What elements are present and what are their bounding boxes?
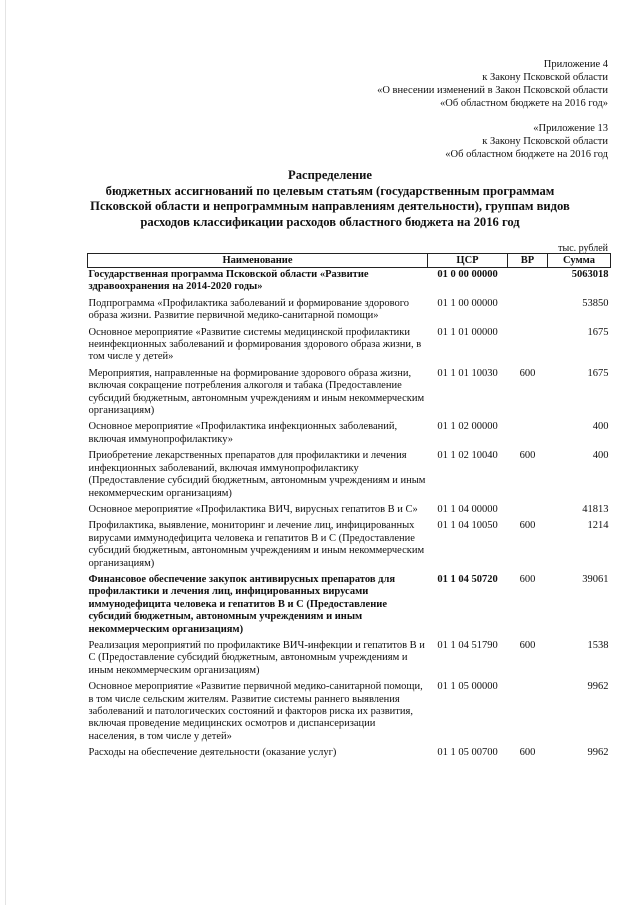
row-name: Основное мероприятие «Развитие системы медицинской профилактики неинфекционных заболеваний и формирования здорового образа жизни, в том числе у детей» [88, 326, 422, 363]
row-vr [508, 420, 548, 449]
row-sum: 53850 [582, 297, 609, 309]
row-name: Профилактика, выявление, мониторинг и лечение лиц, инфицированных вирусами иммунодефицита человека и гепатитов В и С (Предоставление субсидий бюджетным, автономным учреждениям и иным некоммерческим организациям) [88, 520, 425, 569]
row-csr: 01 0 00 00000 [437, 269, 498, 280]
row-sum: 9962 [587, 747, 609, 759]
table-row [88, 326, 611, 367]
row-sum: 1675 [587, 326, 609, 338]
row-csr: 01 1 01 00000 [437, 326, 498, 338]
row-csr: 01 1 02 10040 [437, 450, 498, 462]
row-sum: 1675 [587, 367, 609, 379]
row-sum: 400 [592, 450, 609, 462]
table-row [88, 746, 611, 762]
row-vr [508, 326, 548, 367]
row-csr: 01 1 05 00000 [437, 681, 498, 693]
table-header-row [88, 254, 611, 268]
appendix-line: Приложение 4 [543, 59, 608, 70]
document-title [70, 168, 590, 230]
row-csr: 01 1 04 50720 [437, 573, 498, 585]
row-name: Основное мероприятие «Профилактика инфекционных заболеваний, включая иммунопрофилактику» [88, 421, 398, 445]
appendix-line: «О внесении изменений в Закон Псковской области [377, 85, 608, 96]
row-csr: 01 1 04 10050 [437, 520, 498, 532]
table-row [88, 519, 611, 573]
table-row [88, 420, 611, 449]
appendix-header [377, 58, 608, 110]
row-vr [508, 297, 548, 326]
row-vr [508, 268, 548, 297]
row-csr: 01 1 04 51790 [437, 639, 498, 651]
appendix-inner-line: к Закону Псковской области [482, 136, 608, 147]
units-label: тыс. рублей [558, 243, 608, 254]
row-name: Финансовое обеспечение закупок антивирусных препаратов для профилактики и лечения лиц, инфицированных вирусами иммунодефицита человека и гепатитов В и С (Предоставление субсидий бюджетным, автономным учреждениям и иным некоммерческим организациям) [88, 573, 396, 635]
row-name: Мероприятия, направленные на формирование здорового образа жизни, включая сокращение потребления алкоголя и табака (Предоставление субсидий бюджетным, автономным учреждениям и иным некоммерческим организациям) [88, 367, 425, 417]
header-csr: ЦСР [428, 254, 508, 268]
page-edge-line [5, 0, 6, 905]
row-csr: 01 1 04 00000 [437, 503, 498, 515]
title-line: Распределение [288, 168, 372, 182]
row-csr: 01 1 05 00700 [437, 747, 498, 759]
row-name: Приобретение лекарственных препаратов для профилактики и лечения инфекционных заболеваний, включая иммунопрофилактику (Предоставление субсидий бюджетным, автономным учреждениям и иным некоммерческим организациям) [88, 450, 426, 499]
header-vr: ВР [508, 254, 548, 268]
row-sum: 400 [592, 421, 609, 433]
row-sum: 9962 [587, 681, 609, 693]
budget-table [87, 253, 611, 763]
table-row [88, 268, 611, 297]
title-line: Псковской области и непрограммным направлениям деятельности), группам видов [90, 199, 570, 213]
header-sum: Сумма [548, 254, 611, 268]
table-row [88, 449, 611, 503]
appendix-inner-header [445, 122, 608, 161]
appendix-line: «Об областном бюджете на 2016 год» [440, 98, 608, 109]
row-vr [508, 503, 548, 519]
row-sum: 39061 [582, 573, 609, 585]
row-sum: 41813 [582, 503, 609, 515]
appendix-inner-line: «Приложение 13 [533, 123, 608, 134]
row-name: Подпрограмма «Профилактика заболеваний и формирование здорового образа жизни. Развитие первичной медико-санитарной помощи» [88, 297, 410, 322]
row-name: Основное мероприятие «Профилактика ВИЧ, вирусных гепатитов В и С» [88, 503, 418, 515]
table-row [88, 367, 611, 421]
row-vr: 600 [519, 747, 536, 759]
title-line: расходов классификации расходов областного бюджета на 2016 год [140, 214, 520, 229]
table-row [88, 680, 611, 746]
title-line: бюджетных ассигнований по целевым статьям (государственным программам [105, 183, 555, 198]
header-name: Наименование [88, 254, 428, 268]
appendix-inner-line: «Об областном бюджете на 2016 год [445, 149, 608, 160]
row-vr: 600 [519, 520, 536, 532]
row-name: Основное мероприятие «Развитие первичной медико-санитарной помощи, в том числе сельским жителям. Развитие системы раннего выявления заболеваний и патологических состояний и факторов риска их развития, включая проведение медицинских осмотров и диспансеризации населения, в том числе у детей» [88, 681, 423, 742]
table-row [88, 503, 611, 519]
row-name: Расходы на обеспечение деятельности (оказание услуг) [88, 747, 337, 759]
row-vr [508, 680, 548, 746]
table-row [88, 573, 611, 639]
row-vr: 600 [519, 367, 536, 379]
row-name: Государственная программа Псковской области «Развитие здравоохранения на 2014-2020 годы» [88, 269, 369, 293]
row-sum: 1538 [587, 639, 609, 651]
table-row [88, 639, 611, 680]
row-vr: 600 [519, 450, 536, 462]
row-sum: 5063018 [571, 269, 609, 280]
table-row [88, 297, 611, 326]
row-csr: 01 1 00 00000 [437, 297, 498, 309]
row-vr: 600 [519, 573, 536, 585]
row-sum: 1214 [587, 520, 609, 532]
appendix-line: к Закону Псковской области [482, 72, 608, 83]
row-name: Реализация мероприятий по профилактике ВИЧ-инфекции и гепатитов В и С (Предоставление субсидий бюджетным, автономным учреждениям и иным некоммерческим организациям) [88, 639, 425, 676]
row-vr: 600 [519, 639, 536, 651]
row-csr: 01 1 01 10030 [437, 367, 498, 379]
row-csr: 01 1 02 00000 [437, 421, 498, 433]
